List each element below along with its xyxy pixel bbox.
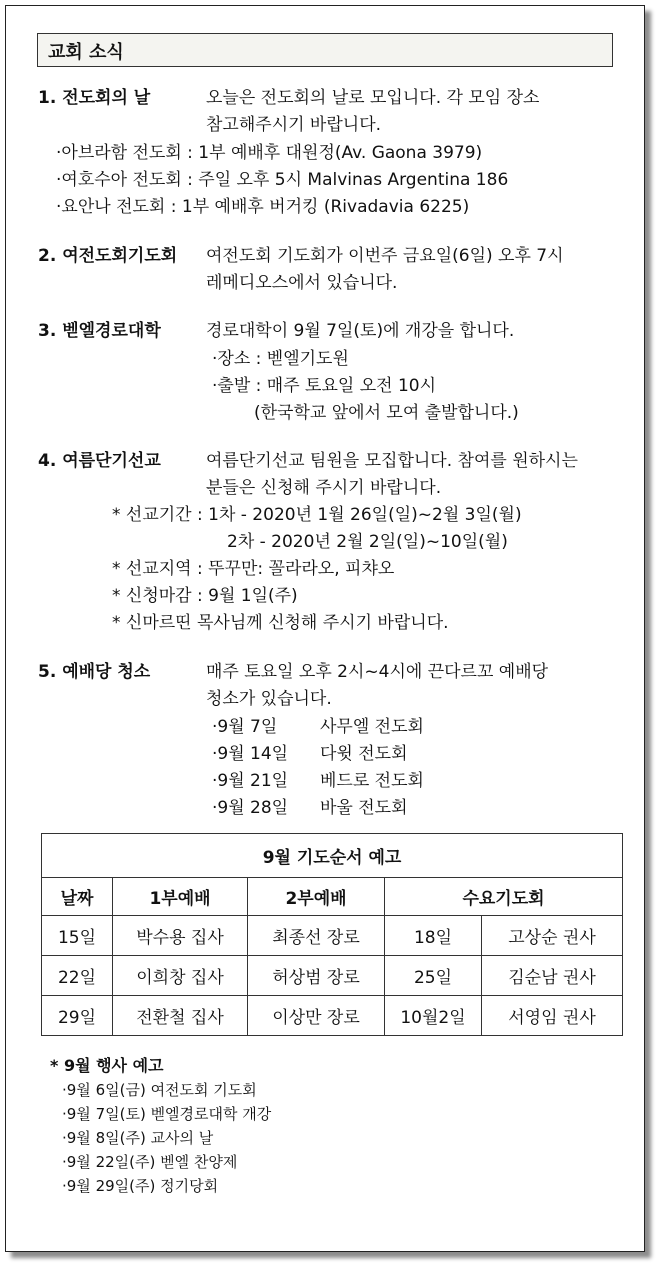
header-service-2: 2부예배 [248,878,385,916]
cell-wed-leader: 김순남 권사 [482,956,623,996]
cell-service-1: 박수용 집사 [113,916,248,956]
item-4-line-2: 분들은 신청해 주시기 바랍니다. [206,478,442,498]
cell-date: 22일 [42,956,113,996]
cell-service-2: 최종선 장로 [248,916,385,956]
cell-wed-leader: 서영임 권사 [482,996,623,1036]
item-1-line-1: 오늘은 전도회의 날로 모입니다. 각 모임 장소 [206,88,540,108]
item-5-line-2: 청소가 있습니다. [206,689,332,709]
event-item: ·9월 8일(주) 교사의 날 [62,1129,214,1147]
header-date: 날짜 [42,878,113,916]
item-2-line-2: 레메디오스에서 있습니다. [206,273,398,293]
item-5-line-1: 매주 토요일 오후 2시~4시에 끈다르꼬 예배당 [206,662,549,682]
item-1-group-1: ·아브라함 전도회 : 1부 예배후 대원정(Av. Gaona 3979) [56,143,483,163]
item-5-title: 5. 예배당 청소 [38,662,151,682]
item-3-line-1: 경로대학이 9월 7일(토)에 개강을 합니다. [206,321,515,341]
cleaning-date: ·9월 28일 [212,798,289,818]
event-item: ·9월 7일(토) 벧엘경로대학 개강 [62,1105,272,1123]
item-1-title: 1. 전도회의 날 [38,88,151,108]
item-3-place: ·장소 : 벧엘기도원 [212,349,349,369]
table-row [42,956,623,996]
cell-wed-date: 10월2일 [385,996,482,1036]
events-title: * 9월 행사 예고 [50,1056,164,1075]
section-title: 교회 소식 [48,42,124,63]
item-1-group-2: ·여호수아 전도회 : 주일 오후 5시 Malvinas Argentina 186 [56,170,509,190]
cleaning-date: ·9월 21일 [212,771,289,791]
table-row [42,916,623,956]
cell-wed-date: 25일 [385,956,482,996]
event-item: ·9월 6일(금) 여전도회 기도회 [62,1081,257,1099]
cell-service-1: 전환철 집사 [113,996,248,1036]
item-4-period-1: * 선교기간 : 1차 - 2020년 1월 26일(일)~2월 3일(월) [112,505,522,525]
item-4-line-1: 여름단기선교 팀원을 모집합니다. 참여를 원하시는 [206,451,578,471]
item-2-title: 2. 여전도회기도회 [38,246,178,266]
item-4-region: * 선교지역 : 뚜꾸만: 꼴라라오, 피챠오 [112,559,395,579]
cell-date: 15일 [42,916,113,956]
cell-service-1: 이희창 집사 [113,956,248,996]
cleaning-group: 다윗 전도회 [320,744,408,764]
table-header-row [42,878,623,916]
header-wednesday: 수요기도회 [385,878,623,916]
cell-service-2: 허상범 장로 [248,956,385,996]
item-1-line-2: 참고해주시기 바랍니다. [206,115,382,135]
item-3-departure: ·출발 : 매주 토요일 오전 10시 [212,376,437,396]
item-1-group-3: ·요안나 전도회 : 1부 예배후 버거킹 (Rivadavia 6225) [56,197,470,217]
cleaning-group: 바울 전도회 [320,798,408,818]
event-item: ·9월 29일(주) 정기당회 [62,1177,219,1195]
event-item: ·9월 22일(주) 벧엘 찬양제 [62,1153,238,1171]
item-3-title: 3. 벧엘경로대학 [38,321,161,341]
table-title: 9월 기도순서 예고 [42,834,623,878]
header-service-1: 1부예배 [113,878,248,916]
cleaning-date: ·9월 7일 [212,717,278,737]
item-4-title: 4. 여름단기선교 [38,451,161,471]
item-4-contact: * 신마르띤 목사님께 신청해 주시기 바랍니다. [112,613,449,633]
prayer-schedule-table [41,833,623,1036]
cleaning-date: ·9월 14일 [212,744,289,764]
item-2-line-1: 여전도회 기도회가 이번주 금요일(6일) 오후 7시 [206,246,564,266]
cell-service-2: 이상만 장로 [248,996,385,1036]
item-4-deadline: * 신청마감 : 9월 1일(주) [112,586,298,606]
table-row [42,996,623,1036]
cell-wed-date: 18일 [385,916,482,956]
cleaning-group: 사무엘 전도회 [320,717,424,737]
item-4-period-2: 2차 - 2020년 2월 2일(일)~10일(월) [227,532,508,552]
section-header [37,33,613,67]
item-3-note: (한국학교 앞에서 모여 출발합니다.) [254,403,519,423]
cell-date: 29일 [42,996,113,1036]
table-title-row [42,834,623,878]
cleaning-group: 베드로 전도회 [320,771,424,791]
cell-wed-leader: 고상순 권사 [482,916,623,956]
